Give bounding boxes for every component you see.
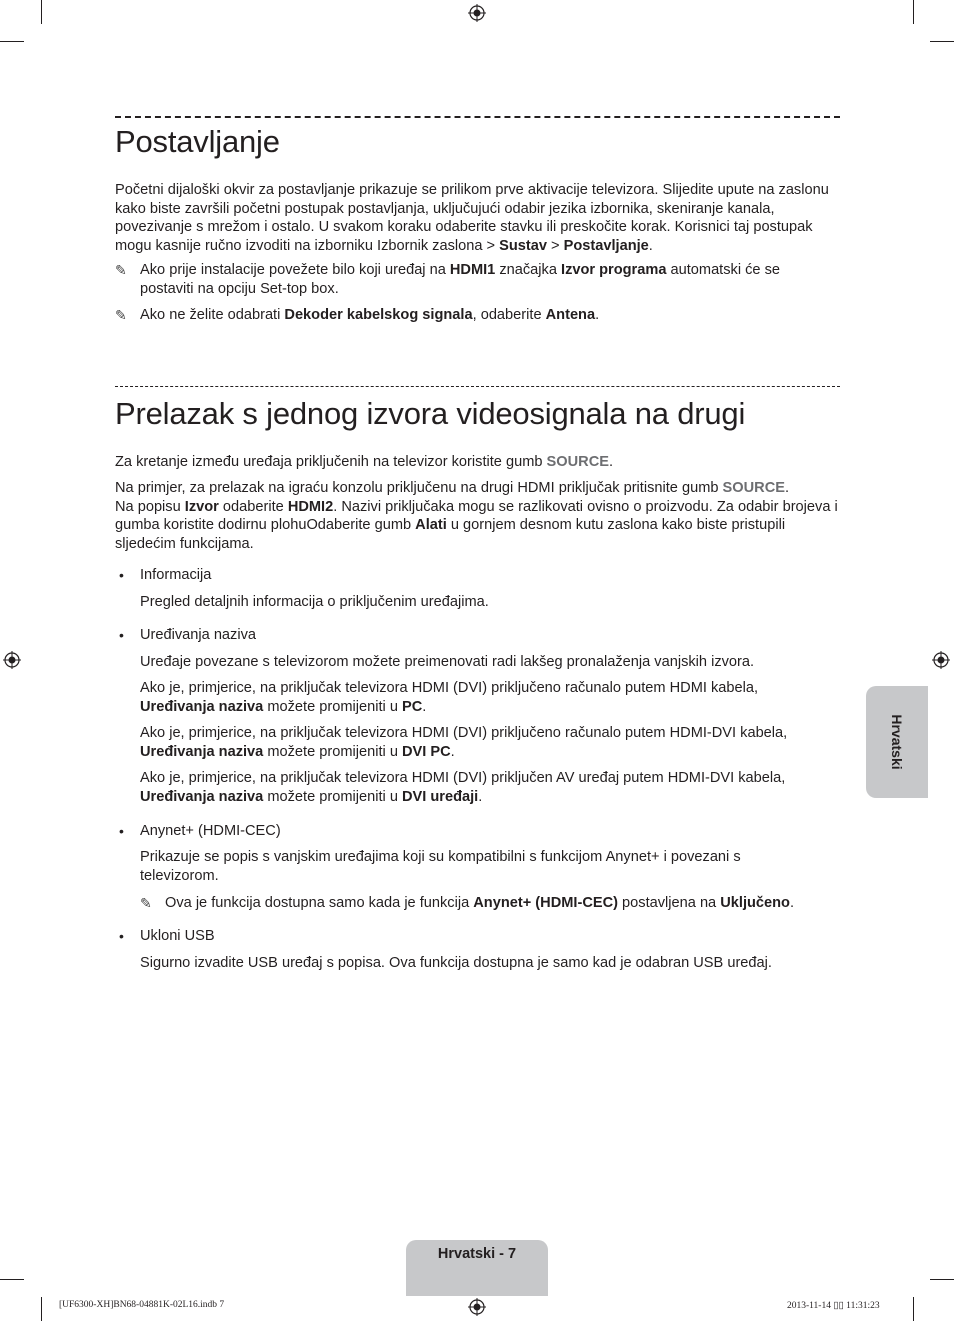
section-divider — [115, 116, 840, 118]
pencil-note-icon: ✎ — [140, 895, 152, 911]
item-desc-uredivanja-naziva: Uređaje povezane s televizorom možete preimenovati radi lakšeg pronalaženja vanjskih izvora. — [140, 654, 755, 670]
item-example-dvi-uredaji: Ako je, primjerice, na priključak televizora HDMI (DVI) priključen AV uređaj putem HDMI-DVI kabela, Uređivanja naziva možete promijeniti u DVI uređaji. — [140, 770, 786, 805]
page-number-label: Hrvatski - 7 — [437, 1246, 517, 1262]
item-note-anynet: Ova je funkcija dostupna samo kada je funkcija Anynet+ (HDMI-CEC) postavljena na Uključeno. — [165, 895, 795, 911]
bullet-icon: • — [119, 928, 124, 944]
setup-intro-paragraph: Početni dijaloški okvir za postavljanje prikazuje se prilikom prve aktivacije televizora. Slijedite upute na zaslonu kako biste završili početni postupak postavljanja, uključujući odabir jezika izbornika, skeniranje kanala, povezivanje s mrežom i ostalo. U svakom koraku odaberite stavku ili preskočite korak. Korisnici taj postupak mogu kasnije ručno izvoditi na izborniku Izbornik zaslona > Sustav > Postavljanje. — [115, 182, 829, 255]
item-desc-informacija: Pregled detaljnih informacija o priključenim uređajima. — [140, 594, 489, 610]
crop-mark — [0, 41, 24, 42]
pencil-note-icon: ✎ — [115, 262, 127, 278]
item-example-pc: Ako je, primjerice, na priključak televizora HDMI (DVI) priključeno računalo putem HDMI kabela, Uređivanja naziva možete promijeniti u PC. — [140, 680, 759, 715]
section-title-postavljanje: Postavljanje — [115, 124, 280, 159]
item-title-uredivanja-naziva: Uređivanja naziva — [140, 627, 257, 643]
item-title-anynet: Anynet+ (HDMI-CEC) — [140, 823, 281, 839]
language-tab-label: Hrvatski — [889, 714, 905, 770]
registration-mark-icon — [932, 651, 950, 669]
print-info-right: 2013-11-14 ▯▯ 11:31:23 — [787, 1301, 880, 1311]
crop-mark — [913, 0, 914, 24]
section-title-source-switch: Prelazak s jednog izvora videosignala na drugi — [115, 396, 746, 431]
item-desc-ukloni-usb: Sigurno izvadite USB uređaj s popisa. Ova funkcija dostupna je samo kad je odabran USB uređaj. — [140, 955, 772, 971]
item-title-ukloni-usb: Ukloni USB — [140, 928, 215, 944]
setup-note-decoder: Ako ne želite odabrati Dekoder kabelskog signala, odaberite Antena. — [140, 307, 600, 323]
bullet-icon: • — [119, 627, 124, 643]
registration-mark-icon — [3, 651, 21, 669]
item-desc-anynet: Prikazuje se popis s vanjskim uređajima koji su kompatibilni s funkcijom Anynet+ i povezani s televizorom. — [140, 849, 741, 884]
crop-mark — [41, 1297, 42, 1321]
item-title-informacija: Informacija — [140, 567, 212, 583]
item-example-dvi-pc: Ako je, primjerice, na priključak televizora HDMI (DVI) priključeno računalo putem HDMI-DVI kabela, Uređivanja naziva možete promijeniti u DVI PC. — [140, 725, 788, 760]
registration-mark-icon — [468, 4, 486, 22]
crop-mark — [913, 1297, 914, 1321]
bullet-icon: • — [119, 823, 124, 839]
crop-mark — [930, 41, 954, 42]
crop-mark — [0, 1279, 24, 1280]
language-side-tab — [866, 686, 928, 798]
crop-mark — [41, 0, 42, 24]
source-paragraph-1: Za kretanje između uređaja priključenih na televizor koristite gumb SOURCE. — [115, 454, 614, 470]
page-number-tab — [406, 1240, 548, 1296]
pencil-note-icon: ✎ — [115, 307, 127, 323]
source-paragraph-2: Na primjer, za prelazak na igraću konzolu priključenu na drugi HDMI priključak pritisnite gumb SOURCE. Na popisu Izvor odaberite HDMI2. Nazivi priključaka mogu se razlikovati ovisno o proizvodu. Za odabir brojeva i gumba koristite dodirnu plohuOdaberite gumb Alati u gornjem desnom kutu zaslona kako biste pristupili sljedećim funkcijama. — [115, 480, 838, 553]
setup-note-hdmi1: Ako prije instalacije povežete bilo koji uređaj na HDMI1 značajka Izvor programa automatski će se postaviti na opciju Set-top box. — [140, 262, 781, 297]
section-divider — [115, 386, 840, 387]
bullet-icon: • — [119, 567, 124, 583]
crop-mark — [930, 1279, 954, 1280]
print-info-left: [UF6300-XH]BN68-04881K-02L16.indb 7 — [59, 1300, 225, 1310]
registration-mark-icon — [468, 1298, 486, 1316]
